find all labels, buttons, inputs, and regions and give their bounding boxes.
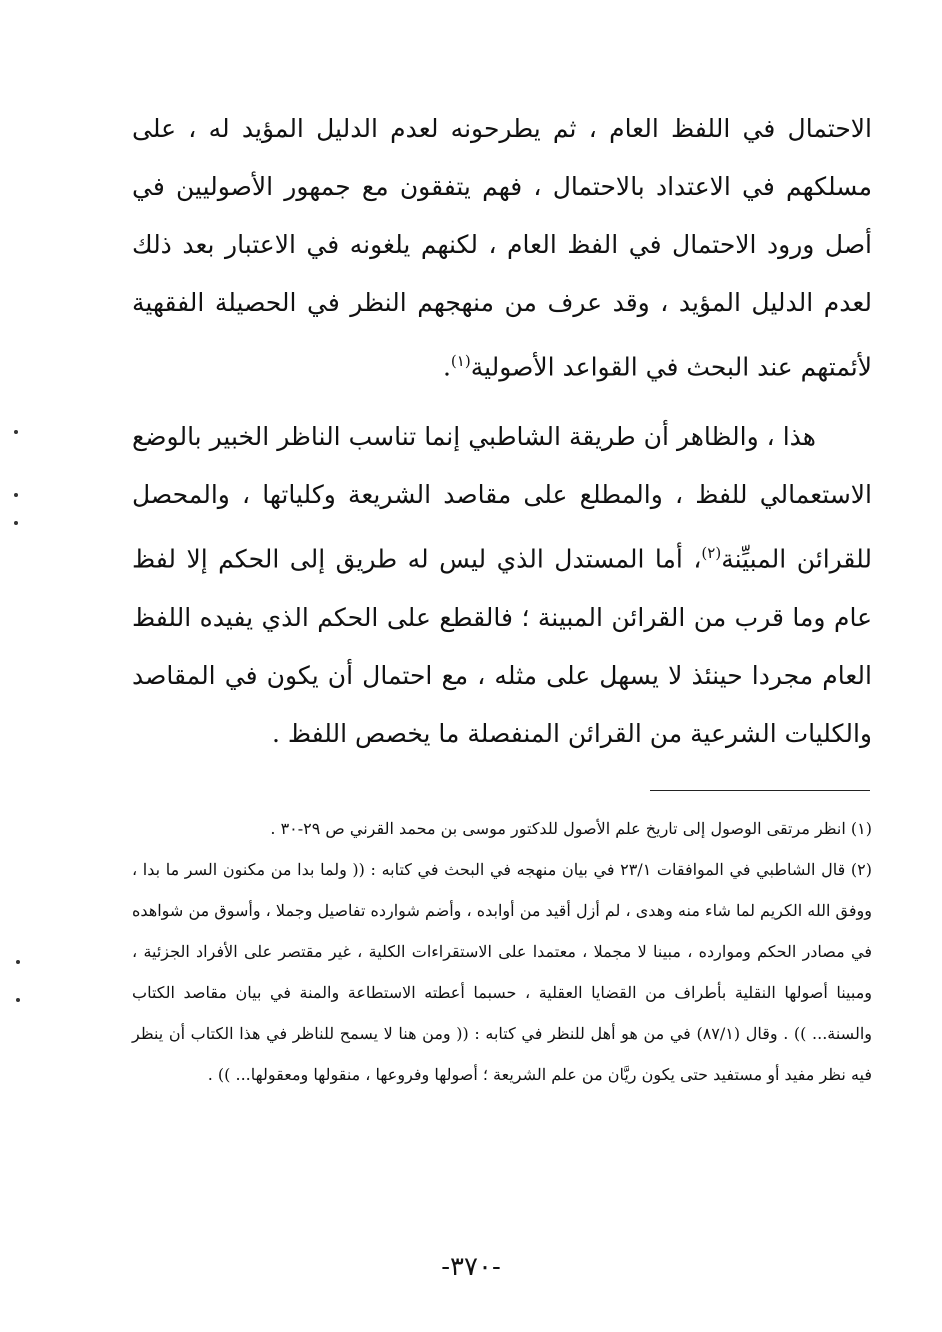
paragraph-1 — [132, 100, 872, 396]
paragraph-1-end: . — [442, 352, 451, 382]
main-text — [132, 100, 872, 775]
footnotes — [132, 808, 872, 1095]
footnote-1: (١) انظر مرتقى الوصول إلى تاريخ علم الأصول للدكتور موسى بن محمد القرني ص ٢٩-٣٠ . — [270, 819, 872, 838]
scan-speck — [16, 960, 20, 964]
paragraph-2-text-a: هذا ، والظاهر أن طريقة الشاطبي إنما تناسب الناظر الخبير بالوضع الاستعمالي للفظ ، والمطلع على مقاصد الشريعة وكلياتها ، والمحصل للقرائن المبيِّنة — [132, 422, 872, 574]
footnote-2: (٢) قال الشاطبي في الموافقات ٢٣/١ في بيان منهجه في البحث في كتابه : (( ولما بدا من مكنون السر ما بدا ، ووفق الله الكريم لما شاء منه وهدى ، لم أزل أقيد من أوابده ، وأضم شوارده تفاصيل وجملا ، وأسوق من شواهده في مصادر الحكم وموارده ، مبينا لا مجملا ، معتمدا على الاستقراءات الكلية ، غير مقتصر على الأفراد الجزئية ، ومبينا أصولها النقلية بأطراف من القضايا العقلية ، حسبما أعطته الاستطاعة والمنة في بيان مقاصد الكتاب والسنة... )) . وقال (٨٧/١) في من هو أهل للنظر في كتابه : (( ومن هنا لا يسمح للناظر في هذا الكتاب أن ينظر فيه نظر مفيد أو مستفيد حتى يكون ريَّان من علم الشريعة ؛ أصولها وفروعها ، منقولها ومعقولها... )) . — [132, 860, 873, 1084]
footnote-ref-2: (٢) — [701, 544, 722, 563]
footnote-separator — [650, 790, 870, 791]
paragraph-1-text: الاحتمال في اللفظ العام ، ثم يطرحونه لعدم الدليل المؤيد له ، على مسلكهم في الاعتداد بالاحتمال ، فهم يتفقون مع جمهور الأصوليين في أصل ورود الاحتمال في الفظ العام ، لكنهم يلغونه في الاعتبار بعد ذلك لعدم الدليل المؤيد ، وقد عرف من منهجهم النظر في الحصيلة الفقهية لأئمتهم عند البحث في القواعد الأصولية — [132, 114, 872, 382]
page-number: -٣٧٠- — [441, 1252, 501, 1282]
footnote-ref-1: (١) — [450, 352, 471, 370]
paragraph-2-text-b: ، أما المستدل الذي ليس له طريق إلى الحكم إلا لفظ عام وما قرب من القرائن المبينة ؛ فالقطع على الحكم الذي يفيده اللفظ العام مجردا حينئذ لا يسهل على مثله ، مع احتمال أن يكون في المقاصد والكليات الشرعية من القرائن المنفصلة ما يخصص اللفظ . — [132, 544, 872, 748]
scan-speck — [14, 521, 18, 525]
paragraph-2 — [132, 408, 872, 762]
scan-speck — [14, 430, 18, 434]
scan-speck — [14, 493, 18, 497]
scan-speck — [16, 998, 20, 1002]
